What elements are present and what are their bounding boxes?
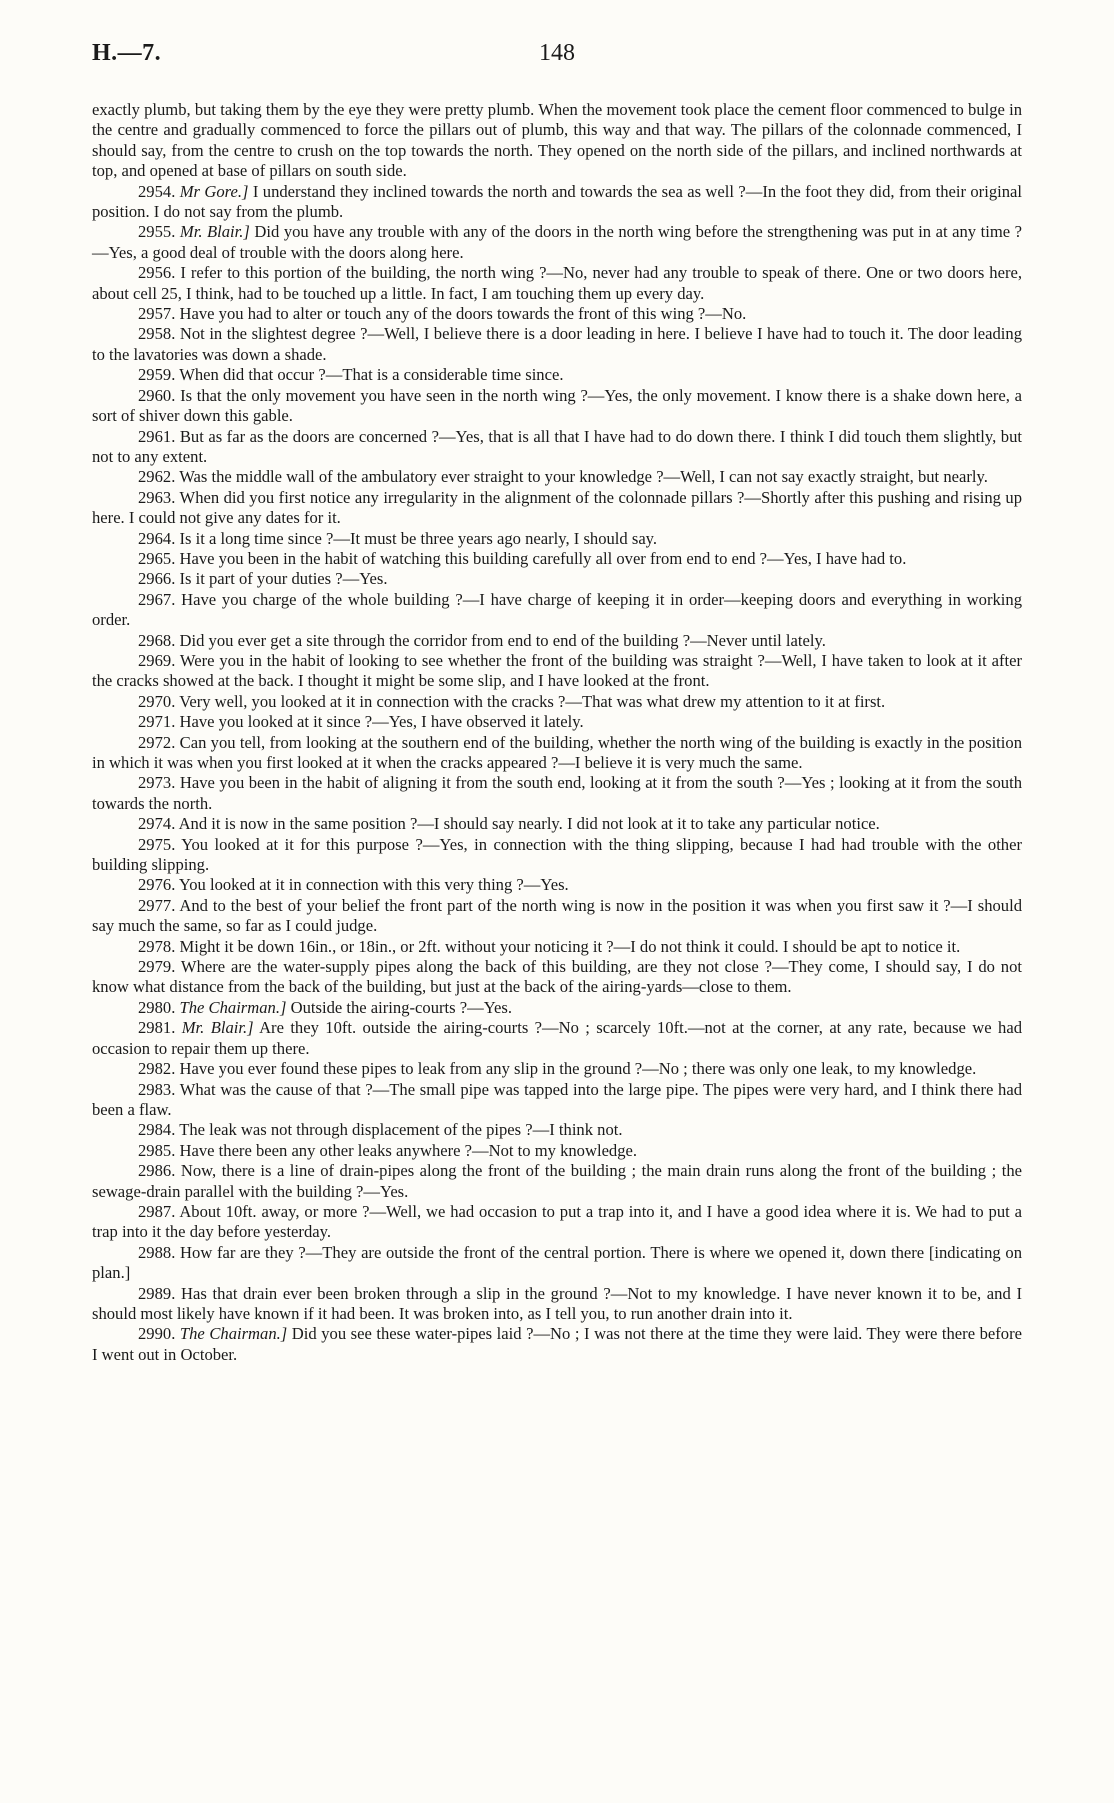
testimony-paragraph	[92, 529, 1022, 549]
testimony-paragraph	[92, 1080, 1022, 1121]
speaker-name: The Chairman.]	[179, 1324, 288, 1344]
paragraph-text: Have you had to alter or touch any of the doors towards the front of this wing ?—No.	[179, 304, 747, 324]
question-number: 2973.	[138, 773, 176, 793]
testimony-paragraph	[92, 773, 1022, 814]
paragraph-text: I refer to this portion of the building, the north wing ?—No, never had any trouble to speak of there. One or two doors here, about cell 25, I think, had to be touched up a little. In fact, I am touching them up every day.	[92, 263, 1023, 303]
testimony-paragraph	[92, 365, 1022, 385]
question-number: 2977.	[138, 895, 176, 915]
testimony-paragraph	[92, 467, 1022, 487]
paragraph-text: Did you have any trouble with any of the doors in the north wing before the strengthening was put in at any time ?—Yes, a good deal of trouble with the doors along here.	[92, 222, 1022, 262]
testimony-paragraph	[92, 957, 1022, 998]
testimony-paragraph	[92, 427, 1022, 468]
testimony-paragraph	[92, 733, 1022, 774]
paragraph-text: Have you ever found these pipes to leak from any slip in the ground ?—No ; there was only one leak, to my knowledge.	[179, 1059, 977, 1079]
question-number: 2989.	[138, 1283, 176, 1303]
question-number: 2966.	[138, 569, 176, 589]
testimony-paragraph	[92, 875, 1022, 895]
testimony-paragraph	[92, 1324, 1022, 1365]
question-number: 2982.	[138, 1059, 176, 1079]
paragraph-text: Did you ever get a site through the corridor from end to end of the building ?—Never until lately.	[179, 630, 826, 650]
testimony-paragraph	[92, 386, 1022, 427]
question-number: 2978.	[138, 936, 176, 956]
question-number: 2967.	[138, 589, 176, 609]
question-number: 2969.	[138, 650, 176, 670]
paragraph-text: You looked at it for this purpose ?—Yes, in connection with the thing slipping, because I had had trouble with the other building slipping.	[92, 834, 1022, 875]
question-number: 2957.	[138, 304, 176, 324]
testimony-paragraph	[92, 569, 1022, 589]
testimony-paragraph	[92, 222, 1022, 263]
testimony-paragraph	[92, 488, 1022, 529]
paragraph-text: Are they 10ft. outside the airing-courts ?—No ; scarcely 10ft.—not at the corner, at any rate, because we had occasion to repair them up there.	[92, 1018, 1022, 1058]
paragraph-text: Is it a long time since ?—It must be three years ago nearly, I should say.	[179, 528, 658, 548]
testimony-paragraph	[92, 651, 1022, 692]
question-number: 2962.	[138, 467, 176, 487]
paragraph-text: Outside the airing-courts ?—Yes.	[290, 997, 512, 1017]
question-number: 2960.	[138, 385, 176, 405]
paragraph-text: exactly plumb, but taking them by the eye they were pretty plumb. When the movement took place the cement floor commenced to bulge in the centre and gradually commenced to force the pillars out of plumb, this way and that way. The pillars of the colonnade commenced, I should say, from the centre to crush on the top towards the north. They opened on the north side of the pillars, and inclined northwards at top, and opened at base of pillars on south side.	[92, 100, 1022, 181]
paragraph-text: Very well, you looked at it in connection with the cracks ?—That was what drew my attention to it at first.	[179, 691, 886, 711]
question-number: 2986.	[138, 1161, 176, 1181]
paragraph-text: Has that drain ever been broken through a slip in the ground ?—Not to my knowledge. I have never known it to be, and I should most likely have known if it had been. It was broken into, as I tell you, to run another drain into it.	[92, 1283, 1022, 1323]
question-number: 2990.	[138, 1324, 176, 1344]
question-number: 2980.	[138, 997, 176, 1017]
paragraph-text: Now, there is a line of drain-pipes along the front of the building ; the main drain runs along the front of the building ; the sewage-drain parallel with the building ?—Yes.	[92, 1161, 1022, 1201]
testimony-paragraph	[92, 692, 1022, 712]
testimony-paragraph	[92, 1202, 1022, 1243]
paragraph-text: Was the middle wall of the ambulatory ever straight to your knowledge ?—Well, I can not say exactly straight, but nearly.	[179, 467, 988, 487]
paragraph-text: How far are they ?—They are outside the front of the central portion. There is where we opened it, down there [indicating on plan.]	[92, 1242, 1022, 1283]
paragraph-text: Not in the slightest degree ?—Well, I believe there is a door leading in here. I believe I have had to touch it. The door leading to the lavatories was down a shade.	[92, 324, 1022, 364]
testimony-paragraph	[92, 1120, 1022, 1140]
testimony-paragraph	[92, 182, 1022, 223]
page-number: 148	[539, 40, 575, 66]
question-number: 2956.	[138, 263, 176, 283]
page-header	[92, 40, 1022, 80]
speaker-name: The Chairman.]	[179, 997, 287, 1017]
question-number: 2963.	[138, 487, 176, 507]
paragraph-text: Were you in the habit of looking to see whether the front of the building was straight ?—Well, I have taken to look at it after the cracks showed at the back. I thought it might be some slip, and I have looked at the front.	[92, 650, 1022, 691]
question-number: 2988.	[138, 1242, 176, 1262]
paragraph-text: You looked at it in connection with this very thing ?—Yes.	[178, 875, 569, 895]
question-number: 2983.	[138, 1079, 176, 1099]
testimony-paragraph	[92, 1141, 1022, 1161]
question-number: 2971.	[138, 712, 176, 732]
testimony-paragraph	[92, 1243, 1022, 1284]
evidence-text	[92, 100, 1022, 1365]
question-number: 2965.	[138, 548, 176, 568]
paragraph-text: And it is now in the same position ?—I should say nearly. I did not look at it to take any particular notice.	[178, 814, 880, 834]
paragraph-text: Have you looked at it since ?—Yes, I have observed it lately.	[179, 712, 584, 732]
testimony-paragraph	[92, 100, 1022, 182]
question-number: 2964.	[138, 528, 176, 548]
paragraph-text: Is it part of your duties ?—Yes.	[179, 569, 388, 589]
question-number: 2961.	[138, 426, 176, 446]
question-number: 2974.	[138, 814, 176, 834]
question-number: 2987.	[138, 1201, 176, 1221]
testimony-paragraph	[92, 712, 1022, 732]
question-number: 2975.	[138, 834, 176, 854]
speaker-name: Mr. Blair.]	[181, 1018, 254, 1038]
testimony-paragraph	[92, 590, 1022, 631]
testimony-paragraph	[92, 937, 1022, 957]
paragraph-text: Might it be down 16in., or 18in., or 2ft. without your noticing it ?—I do not think it could. I should be apt to notice it.	[179, 936, 961, 956]
paragraph-text: What was the cause of that ?—The small pipe was tapped into the large pipe. The pipes were very hard, and I think there had been a flaw.	[92, 1079, 1022, 1119]
paragraph-text: Where are the water-supply pipes along the back of this building, are they not close ?—They come, I should say, I do not know what distance from the back of the building, but just at the back of the airing-yards—close to them.	[92, 957, 1022, 997]
question-number: 2981.	[138, 1018, 176, 1038]
question-number: 2979.	[138, 957, 176, 977]
question-number: 2954.	[138, 181, 176, 201]
testimony-paragraph	[92, 263, 1022, 304]
paragraph-text: When did you first notice any irregularity in the alignment of the colonnade pillars ?—Shortly after this pushing and rising up here. I could not give any dates for it.	[92, 487, 1022, 528]
paragraph-text: About 10ft. away, or more ?—Well, we had occasion to put a trap into it, and I have a good idea where it is. We had to put a trap into it the day before yesterday.	[92, 1201, 1022, 1242]
paragraph-text: Have you been in the habit of aligning it from the south end, looking at it from the south ?—Yes ; looking at it from the south towards the north.	[92, 773, 1023, 813]
paragraph-text: I understand they inclined towards the north and towards the sea as well ?—In the foot they did, from their original position. I do not say from the plumb.	[92, 181, 1022, 222]
testimony-paragraph	[92, 304, 1022, 324]
question-number: 2959.	[138, 365, 176, 385]
question-number: 2976.	[138, 875, 176, 895]
testimony-paragraph	[92, 324, 1022, 365]
testimony-paragraph	[92, 549, 1022, 569]
paragraph-text: Have you charge of the whole building ?—I have charge of keeping it in order—keeping doors and everything in working order.	[92, 589, 1022, 630]
speaker-name: Mr. Blair.]	[179, 222, 250, 242]
testimony-paragraph	[92, 896, 1022, 937]
testimony-paragraph	[92, 998, 1022, 1018]
question-number: 2958.	[138, 324, 176, 344]
testimony-paragraph	[92, 814, 1022, 834]
paragraph-text: But as far as the doors are concerned ?—Yes, that is all that I have had to do down there. I think I did touch them slightly, but not to any extent.	[92, 426, 1022, 466]
testimony-paragraph	[92, 1161, 1022, 1202]
question-number: 2955.	[138, 222, 176, 242]
paragraph-text: Have you been in the habit of watching this building carefully all over from end to end ?—Yes, I have had to.	[179, 548, 907, 568]
testimony-paragraph	[92, 1284, 1022, 1325]
paragraph-text: Did you see these water-pipes laid ?—No ; I was not there at the time they were laid. They were there before I went out in October.	[92, 1324, 1022, 1364]
paragraph-text: Is that the only movement you have seen in the north wing ?—Yes, the only movement. I know there is a shake down here, a sort of shiver down this gable.	[92, 385, 1022, 426]
question-number: 2984.	[138, 1120, 176, 1140]
paragraph-text: And to the best of your belief the front part of the north wing is now in the position it was when you first saw it ?—I should say much the same, so far as I could judge.	[92, 895, 1022, 936]
testimony-paragraph	[92, 1059, 1022, 1079]
testimony-paragraph	[92, 631, 1022, 651]
paragraph-text: Can you tell, from looking at the southern end of the building, whether the north wing of the building is exactly in the position in which it was when you first looked at it when the cracks appeared ?—I believe it is very much the same.	[92, 732, 1022, 772]
question-number: 2970.	[138, 691, 176, 711]
speaker-name: Mr Gore.]	[179, 181, 249, 201]
testimony-paragraph	[92, 1018, 1022, 1059]
document-id: H.—7.	[92, 40, 162, 66]
question-number: 2985.	[138, 1140, 176, 1160]
paragraph-text: When did that occur ?—That is a considerable time since.	[179, 365, 564, 385]
question-number: 2972.	[138, 732, 176, 752]
testimony-paragraph	[92, 835, 1022, 876]
paragraph-text: Have there been any other leaks anywhere ?—Not to my knowledge.	[179, 1140, 638, 1160]
question-number: 2968.	[138, 630, 176, 650]
paragraph-text: The leak was not through displacement of the pipes ?—I think not.	[179, 1120, 623, 1140]
